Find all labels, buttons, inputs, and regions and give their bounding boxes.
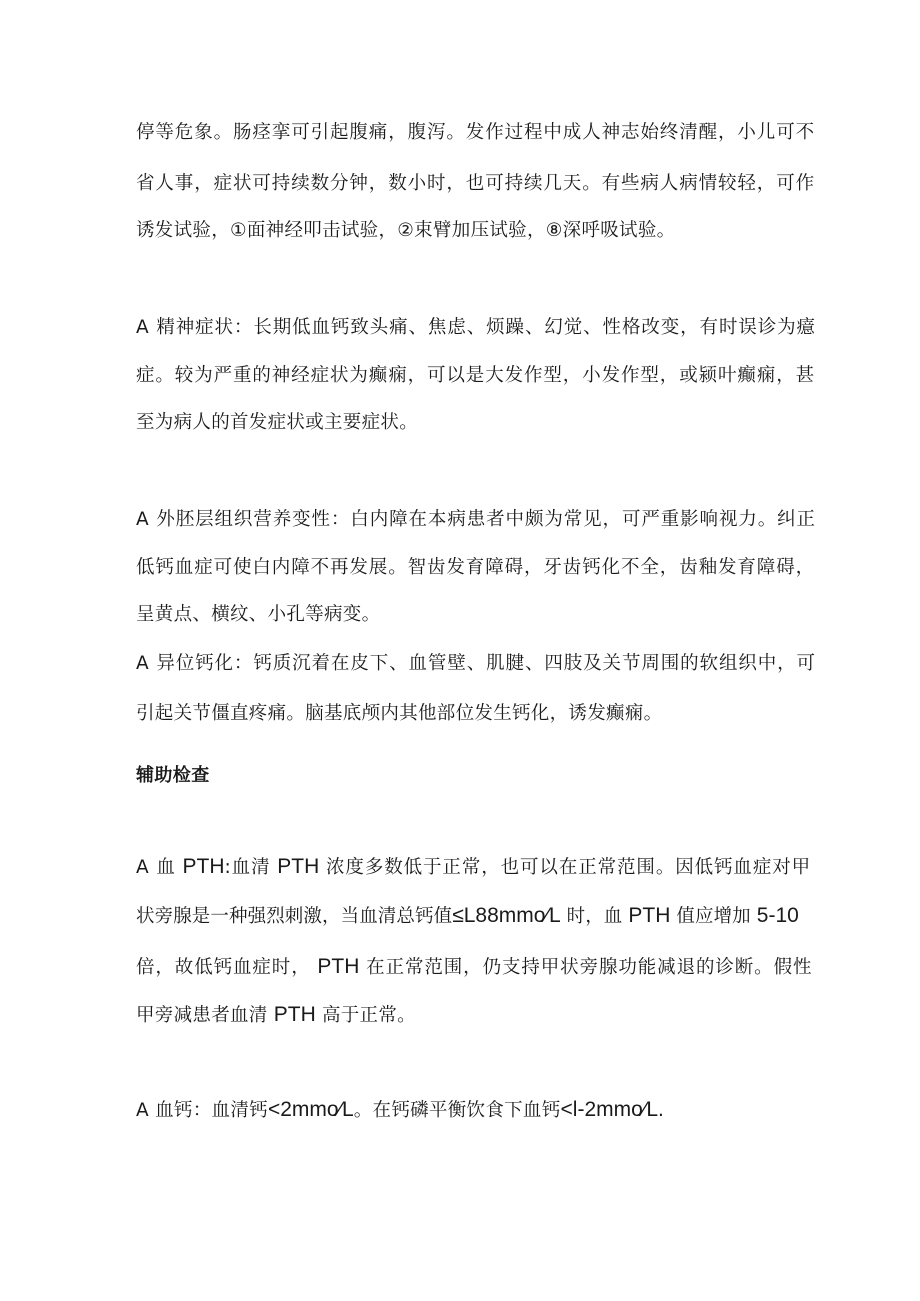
text-run: 时，血 <box>560 906 629 927</box>
text-run: 在正常范围，仍支持甲状旁腺功能减退的诊断。假性 <box>359 957 813 978</box>
paragraph-line: A 精神症状：长期低血钙致头痛、焦虑、烦躁、幻觉、性格改变，有时误诊为癔 <box>136 317 816 338</box>
text-run: 浓度多数低于正常，也可以在正常范围。因低钙血症对甲 <box>319 857 812 878</box>
text-run: A 血钙：血清钙 <box>136 1100 268 1121</box>
text-run: 倍，故低钙血症时， <box>136 957 318 978</box>
latin-run: 5-10 <box>756 904 799 927</box>
text-run: 状旁腺是一种强烈刺激，当血清总钙值 <box>136 906 453 927</box>
paragraph-line <box>136 904 799 929</box>
text-run: 甲旁减患者血清 <box>136 1005 274 1026</box>
text-run: 值应增加 <box>670 906 757 927</box>
paragraph-line: 低钙血症可使白内障不再发展。智齿发育障碍，牙齿钙化不全，齿釉发育障碍， <box>136 557 816 578</box>
paragraph-line: A 异位钙化：钙质沉着在皮下、血管壁、肌腱、四肢及关节周围的软组织中，可 <box>136 653 816 674</box>
paragraph-line: 呈黄点、横纹、小孔等病变。 <box>136 604 381 625</box>
paragraph-line: 省人事，症状可持续数分钟，数小时，也可持续几天。有些病人病情较轻，可作 <box>136 173 816 194</box>
paragraph-line <box>136 955 813 980</box>
latin-run: PTH <box>277 855 320 878</box>
latin-run: PTH <box>628 904 671 927</box>
text-run: 高于正常。 <box>315 1005 416 1026</box>
paragraph-line <box>136 1003 796 1028</box>
latin-run: <l-2mmo⁄L. <box>560 1098 664 1121</box>
latin-run: ≤L88mmo⁄L <box>452 904 561 927</box>
paragraph-line: 引起关节僵直疼痛。脑基底颅内其他部位发生钙化，诱发癫痫。 <box>136 703 663 724</box>
text-run: 。在钙磷平衡饮食下血钙 <box>353 1100 561 1121</box>
paragraph-line: 至为病人的首发症状或主要症状。 <box>136 412 419 433</box>
latin-run: PTH <box>273 1003 316 1026</box>
paragraph-line: 停等危象。肠痉挛可引起腹痛，腹泻。发作过程中成人神志始终清醒，小儿可不 <box>136 122 816 143</box>
latin-run: <2mmo⁄L <box>267 1098 354 1121</box>
paragraph-line: A 外胚层组织营养变性：白内障在本病患者中颇为常见，可严重影响视力。纠正 <box>136 509 816 530</box>
paragraph-line: 症。较为严重的神经症状为癫痫，可以是大发作型，小发作型，或颍叶癫痫，甚 <box>136 365 816 386</box>
paragraph-line <box>136 855 812 880</box>
text-run: :血清 <box>224 857 278 878</box>
latin-run: PTH <box>317 955 360 978</box>
paragraph-line: 诱发试验，①面神经叩击试验，②束臂加压试验，⑧深呼吸试验。 <box>136 220 676 241</box>
text-run: A 血 <box>136 857 183 878</box>
section-heading: 辅助检查 <box>136 765 210 786</box>
latin-run: PTH <box>182 855 225 878</box>
paragraph-line <box>136 1098 796 1123</box>
